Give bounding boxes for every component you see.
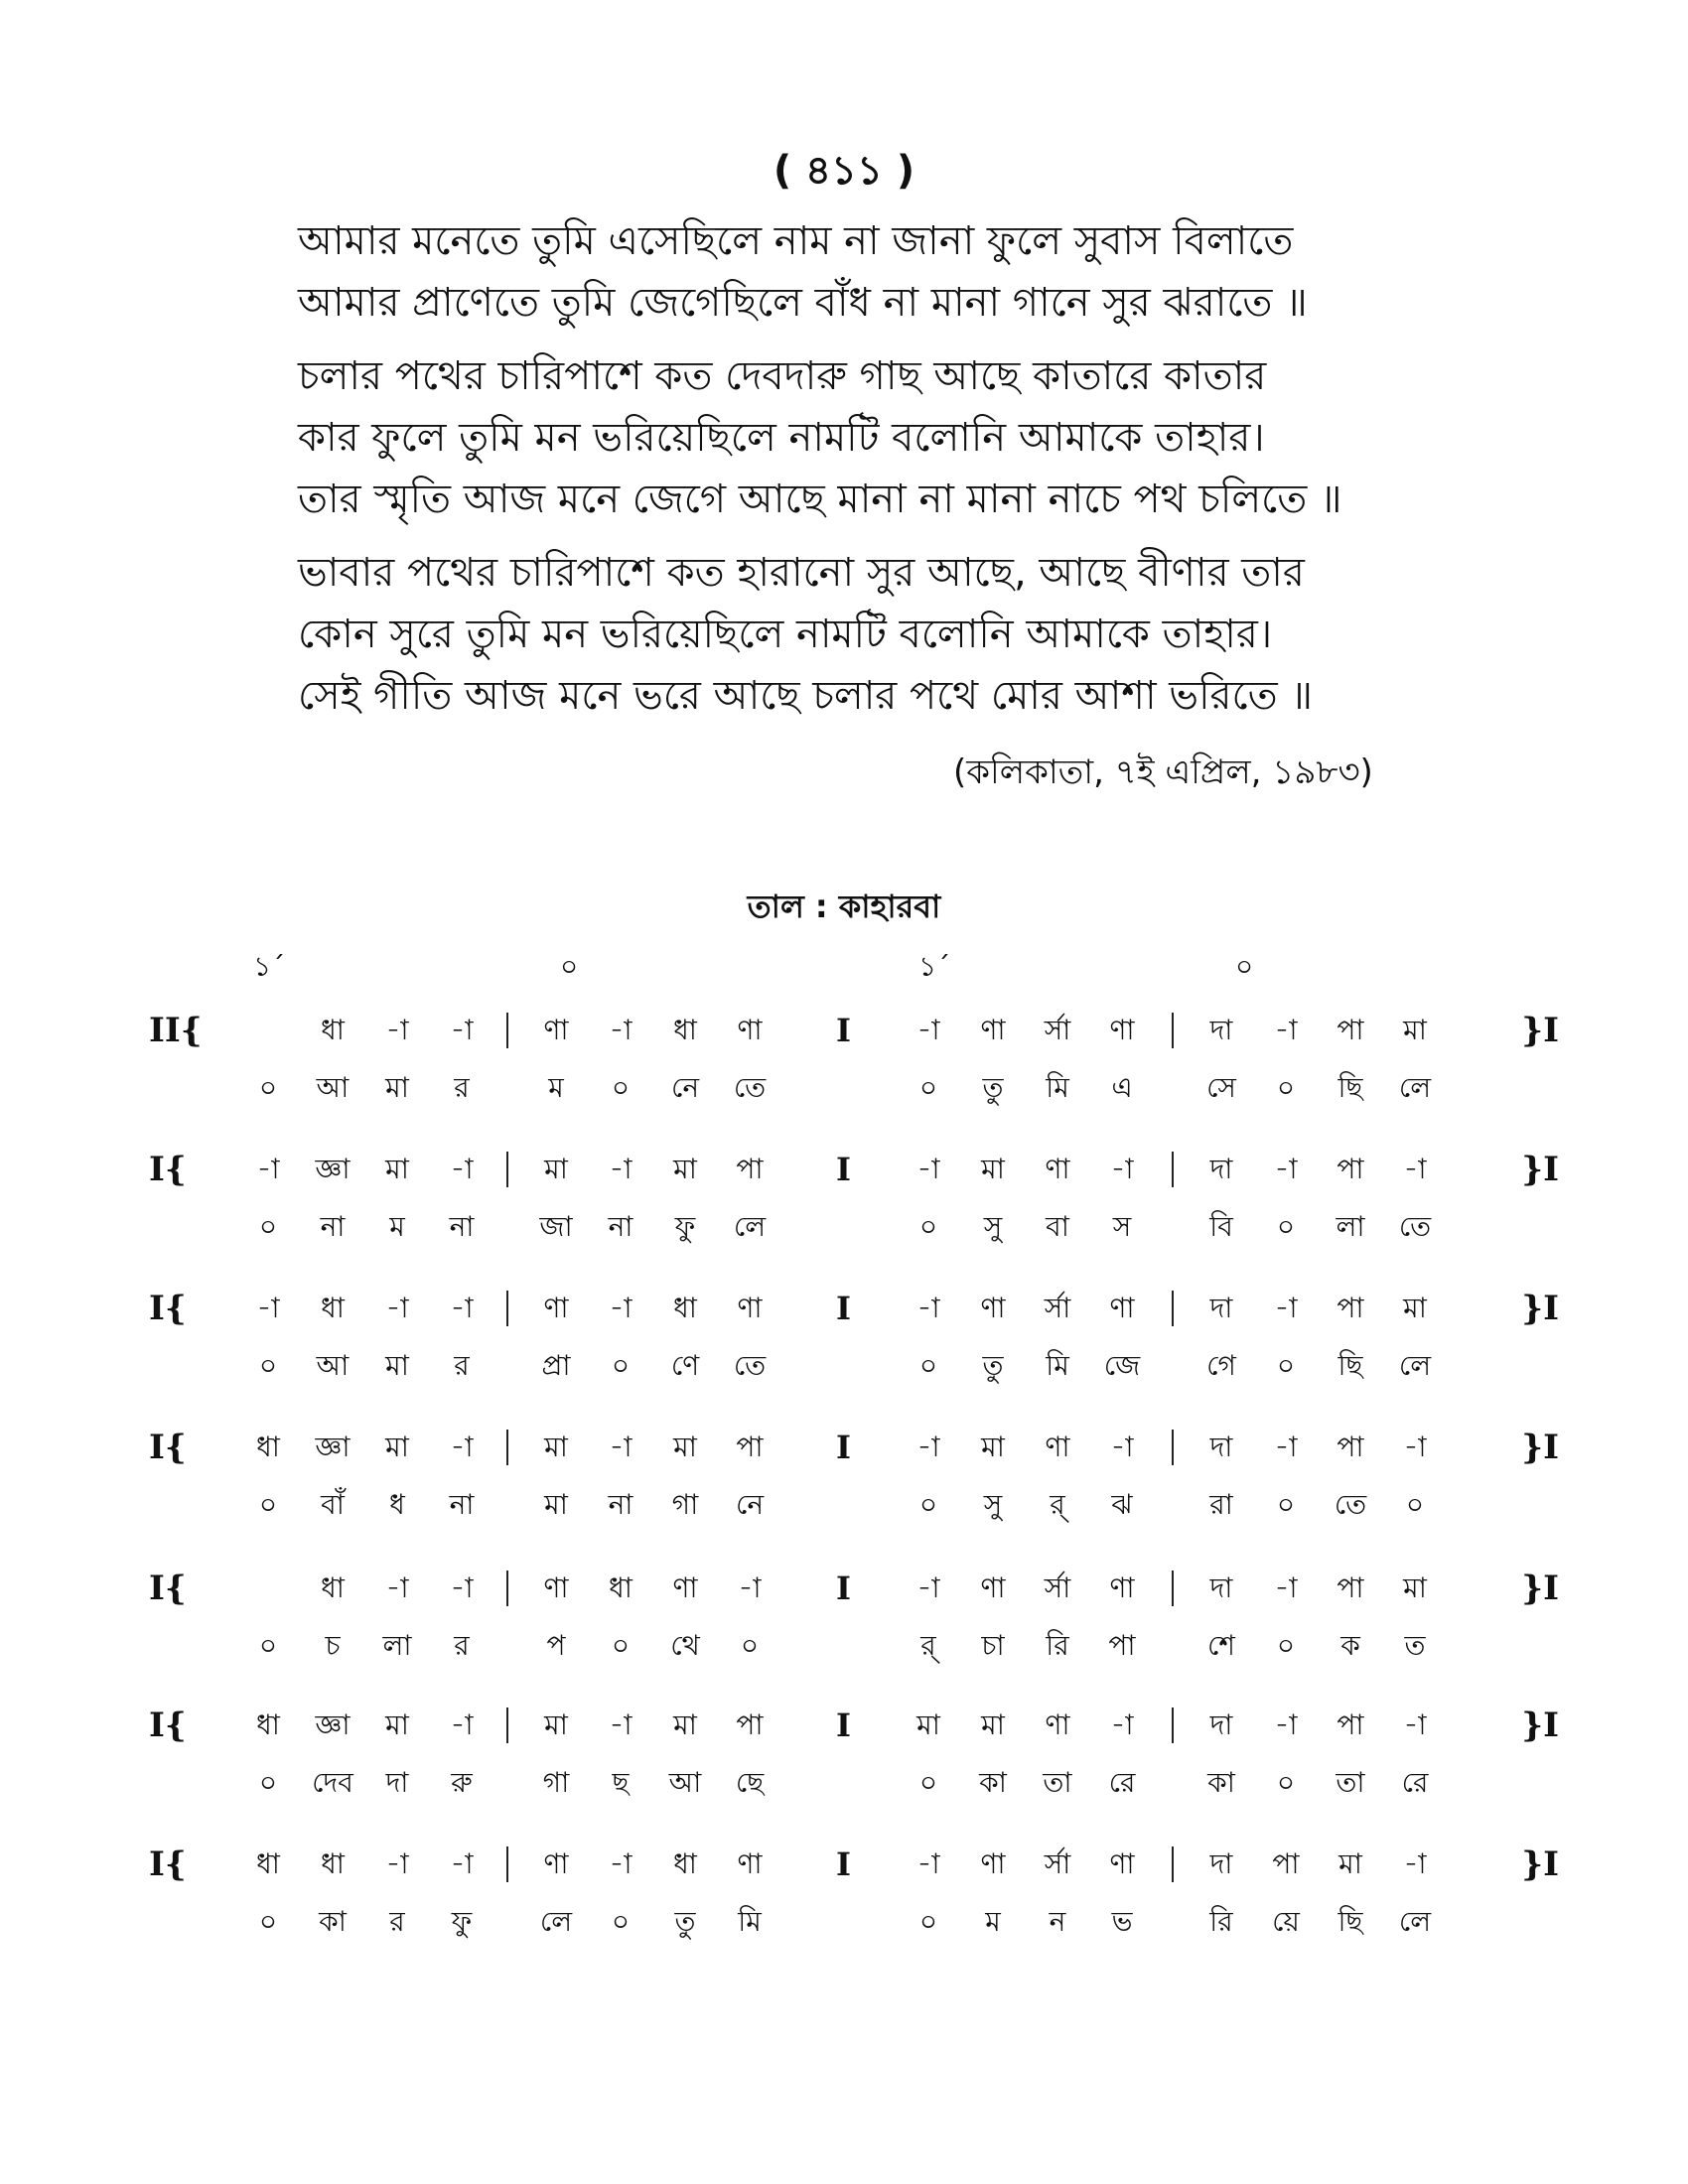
verse-line: আমার প্রাণেতে তুমি জেগেছিলে বাঁধ না মানা গানে সুর ঝরাতে ॥: [298, 280, 1308, 326]
lyric-syllable: আ: [316, 1071, 350, 1104]
swara-note: মা: [981, 1153, 1005, 1185]
swara-note: -া: [450, 1292, 474, 1324]
lyric-syllable: তে: [1334, 1488, 1367, 1521]
measure-divider: I: [836, 1570, 851, 1607]
lyric-syllable: র: [454, 1071, 470, 1104]
page-number: ( ৪১১ ): [773, 148, 915, 194]
verse-line: আমার মনেতে তুমি এসেছিলে নাম না জানা ফুলে সুবাস বিলাতে: [298, 218, 1294, 264]
lyric-syllable: র: [454, 1629, 470, 1662]
swara-note: -া: [450, 1431, 474, 1463]
lyric-syllable: ছি: [1337, 1071, 1363, 1104]
division-bar: [506, 1846, 508, 1882]
swara-note: ণা: [1045, 1708, 1070, 1741]
lyric-syllable: না: [449, 1488, 475, 1521]
swara-note: ধা: [673, 1014, 697, 1046]
lyric-syllable: ঝ: [1111, 1488, 1133, 1521]
swara-note: -া: [1403, 1431, 1427, 1463]
swara-note: পা: [736, 1431, 764, 1463]
swara-note: -া: [1110, 1431, 1134, 1463]
lyric-syllable: স: [1112, 1210, 1132, 1243]
lyric-syllable: ছি: [1337, 1349, 1363, 1382]
lyric-syllable: না: [320, 1210, 346, 1243]
lyric-syllable: ০: [1405, 1488, 1425, 1521]
lyric-syllable: র্: [1050, 1488, 1065, 1521]
swara-note: -া: [450, 1847, 474, 1880]
lyric-syllable: র: [454, 1349, 470, 1382]
swara-note: -া: [1274, 1014, 1298, 1046]
swara-note: ধা: [256, 1431, 280, 1463]
lyric-syllable: রু: [451, 1766, 473, 1799]
lyric-syllable: ০: [918, 1488, 938, 1521]
lyric-syllable: সু: [983, 1488, 1003, 1521]
taal-title: তাল : কাহারবা: [747, 887, 941, 925]
stanza-2: [298, 345, 1470, 530]
lyric-syllable: ০: [258, 1210, 278, 1243]
lyric-syllable: লে: [1398, 1349, 1432, 1382]
lyric-syllable: বাঁ: [321, 1488, 345, 1521]
bar-line-close: }I: [1521, 1289, 1559, 1328]
swara-note: পা: [736, 1708, 764, 1741]
lyric-syllable: রে: [1401, 1766, 1429, 1799]
lyric-syllable: না: [608, 1210, 633, 1243]
swara-note: মা: [385, 1153, 409, 1185]
lyric-syllable: না: [608, 1488, 633, 1521]
lyric-syllable: তে: [1398, 1210, 1432, 1243]
lyric-syllable: ০: [1276, 1766, 1296, 1799]
measure-divider: I: [836, 1151, 851, 1188]
measure-divider: I: [836, 1845, 851, 1883]
lyric-syllable: প: [546, 1629, 566, 1662]
lyric-syllable: ০: [611, 1349, 631, 1382]
lyric-syllable: এ: [1111, 1071, 1133, 1104]
swara-note: ণা: [980, 1571, 1006, 1604]
lyric-syllable: মি: [738, 1905, 762, 1938]
division-bar: [1172, 1570, 1174, 1606]
stanza-3: [298, 542, 1470, 727]
swara-note: -া: [609, 1847, 633, 1880]
verse-line: চলার পথের চারিপাশে কত দেবদারু গাছ আছে কাতারে কাতার: [298, 353, 1267, 399]
measure-divider: I: [836, 1012, 851, 1049]
lyric-syllable: তু: [674, 1905, 696, 1938]
swara-note: -া: [916, 1014, 940, 1046]
swara-note: ণা: [737, 1847, 763, 1880]
lyric-syllable: বা: [1046, 1210, 1069, 1243]
lyric-syllable: ০: [740, 1629, 760, 1662]
lyric-syllable: ০: [1276, 1349, 1296, 1382]
lyric-syllable: আ: [316, 1349, 350, 1382]
division-bar: [1172, 1430, 1174, 1465]
division-bar: [506, 1013, 508, 1048]
lyric-syllable: তে: [733, 1071, 767, 1104]
bar-line-open: II{: [149, 1011, 203, 1050]
swara-note: ধা: [321, 1292, 345, 1324]
swara-note: -া: [385, 1292, 409, 1324]
swara-note: মা: [544, 1431, 568, 1463]
swara-note: -া: [256, 1153, 280, 1185]
swara-note: মা: [544, 1153, 568, 1185]
swara-note: ধা: [256, 1708, 280, 1741]
swara-note: ণা: [543, 1014, 569, 1046]
lyric-syllable: শে: [1207, 1629, 1235, 1662]
swara-note: -া: [1274, 1571, 1298, 1604]
swara-note: দা: [1209, 1014, 1233, 1046]
lyric-syllable: ম: [985, 1905, 1001, 1938]
lyric-syllable: ০: [611, 1071, 631, 1104]
swara-note: ণা: [543, 1571, 569, 1604]
lyric-syllable: ০: [611, 1629, 631, 1662]
swara-note: পা: [1336, 1292, 1364, 1324]
swara-note: জ্ঞা: [315, 1431, 351, 1463]
lyric-syllable: লে: [1398, 1905, 1432, 1938]
swara-note: র্সা: [1044, 1292, 1071, 1324]
swara-note: মা: [385, 1708, 409, 1741]
bar-line-open: I{: [149, 1706, 187, 1745]
swara-note: ণা: [1109, 1014, 1135, 1046]
swara-note: ণা: [1109, 1847, 1135, 1880]
notation-row: [149, 1150, 1559, 1279]
swara-note: -া: [450, 1708, 474, 1741]
division-bar: [1172, 1846, 1174, 1882]
lyric-syllable: মা: [385, 1071, 409, 1104]
division-bar: [506, 1707, 508, 1743]
swara-note: ধা: [256, 1847, 280, 1880]
swara-note: দা: [1209, 1292, 1233, 1324]
swara-note: ধা: [673, 1292, 697, 1324]
lyric-syllable: ম: [548, 1071, 564, 1104]
lyric-syllable: ক: [1340, 1629, 1360, 1662]
swara-note: পা: [1336, 1708, 1364, 1741]
swara-note: মা: [1338, 1847, 1362, 1880]
swara-note: -া: [450, 1153, 474, 1185]
verse-line: ভাবার পথের চারিপাশে কত হারানো সুর আছে, আছে বীণার তার: [298, 550, 1305, 596]
lyric-syllable: সে: [1206, 1071, 1236, 1104]
bar-line-close: }I: [1521, 1844, 1559, 1884]
notation-row: [149, 1011, 1559, 1140]
lyric-syllable: ০: [258, 1071, 278, 1104]
swara-note: -া: [609, 1292, 633, 1324]
notation-row: [149, 1569, 1559, 1698]
swara-note: দা: [1209, 1571, 1233, 1604]
lyric-syllable: তে: [733, 1349, 767, 1382]
lyric-syllable: লে: [733, 1210, 767, 1243]
swara-note: মা: [544, 1708, 568, 1741]
swara-note: পা: [1336, 1431, 1364, 1463]
lyric-syllable: কা: [319, 1905, 347, 1938]
lyric-syllable: ০: [918, 1766, 938, 1799]
bar-line-close: }I: [1521, 1706, 1559, 1745]
bar-line-close: }I: [1521, 1428, 1559, 1467]
swara-note: -া: [256, 1292, 280, 1324]
swara-note: ধা: [321, 1014, 345, 1046]
swara-note: দা: [1209, 1153, 1233, 1185]
lyric-syllable: র: [389, 1905, 405, 1938]
swara-note: দা: [1209, 1847, 1233, 1880]
lyric-syllable: রি: [1209, 1905, 1233, 1938]
swara-note: -া: [385, 1847, 409, 1880]
swara-note: মা: [673, 1153, 697, 1185]
division-bar: [1172, 1013, 1174, 1048]
measure-divider: I: [836, 1290, 851, 1327]
lyric-syllable: ০: [611, 1905, 631, 1938]
lyric-syllable: ০: [918, 1349, 938, 1382]
swara-note: পা: [1336, 1571, 1364, 1604]
notation-row: [149, 1706, 1559, 1835]
signature-place-date: (কলিকাতা, ৭ই এপ্রিল, ১৯৮৩): [953, 752, 1373, 792]
swara-note: [238, 1569, 298, 1608]
lyric-syllable: ০: [258, 1905, 278, 1938]
swara-note: দা: [1209, 1708, 1233, 1741]
swara-note: মা: [673, 1431, 697, 1463]
swara-note: ণা: [737, 1292, 763, 1324]
swara-note: মা: [1403, 1292, 1427, 1324]
swara-note: -া: [1110, 1153, 1134, 1185]
swara-note: ণা: [543, 1292, 569, 1324]
lyric-syllable: ০: [258, 1349, 278, 1382]
lyric-syllable: মা: [385, 1349, 409, 1382]
beat-marker: ০: [1235, 950, 1254, 983]
swara-note: মা: [981, 1708, 1005, 1741]
swara-note: পা: [736, 1153, 764, 1185]
lyric-syllable: ছ: [612, 1766, 630, 1799]
division-bar: [506, 1430, 508, 1465]
lyric-syllable: গা: [542, 1766, 570, 1799]
swara-note: ধা: [673, 1847, 697, 1880]
swara-note: জ্ঞা: [315, 1153, 351, 1185]
swara-note: পা: [1272, 1847, 1300, 1880]
swara-note: ণা: [980, 1292, 1006, 1324]
lyric-syllable: কা: [979, 1766, 1007, 1799]
verse-line: কোন সুরে তুমি মন ভরিয়েছিলে নামটি বলোনি আমাকে তাহার।: [298, 612, 1273, 657]
lyric-syllable: সু: [983, 1210, 1003, 1243]
lyric-syllable: তা: [1336, 1766, 1365, 1799]
lyric-syllable: লে: [539, 1905, 573, 1938]
swara-note: -া: [1110, 1708, 1134, 1741]
lyric-syllable: লে: [1398, 1071, 1432, 1104]
lyric-syllable: রে: [1108, 1766, 1136, 1799]
lyric-syllable: ০: [918, 1905, 938, 1938]
swara-note: ণা: [1045, 1153, 1070, 1185]
swara-note: -া: [609, 1431, 633, 1463]
swara-note: -া: [916, 1292, 940, 1324]
swara-note: -া: [609, 1153, 633, 1185]
lyric-syllable: মি: [1046, 1349, 1069, 1382]
lyric-syllable: ফু: [451, 1905, 473, 1938]
lyric-syllable: তু: [982, 1349, 1004, 1382]
swara-note: -া: [450, 1571, 474, 1604]
lyric-syllable: ছি: [1337, 1905, 1363, 1938]
swara-note: মা: [916, 1708, 940, 1741]
lyric-syllable: ধ: [389, 1488, 405, 1521]
lyric-syllable: তা: [1043, 1766, 1072, 1799]
swara-note: পা: [1336, 1014, 1364, 1046]
swara-note: ধা: [321, 1571, 345, 1604]
swara-note: র্সা: [1044, 1847, 1071, 1880]
swara-note: মা: [1403, 1571, 1427, 1604]
swara-note: -া: [1274, 1431, 1298, 1463]
swara-note: -া: [1403, 1153, 1427, 1185]
lyric-syllable: ০: [1276, 1629, 1296, 1662]
verse-line: তার স্মৃতি আজ মনে জেগে আছে মানা না মানা নাচে পথ চলিতে ॥: [298, 477, 1342, 522]
bar-line-close: }I: [1521, 1150, 1559, 1189]
lyric-syllable: প্রা: [541, 1349, 571, 1382]
swara-note: -া: [609, 1708, 633, 1741]
lyric-syllable: গে: [1206, 1349, 1236, 1382]
swara-note: [238, 1011, 298, 1050]
lyric-syllable: চ: [325, 1629, 341, 1662]
measure-divider: I: [836, 1429, 851, 1466]
beat-marker: ১´: [918, 950, 951, 983]
stanza-1: [298, 210, 1470, 334]
lyric-syllable: ০: [918, 1210, 938, 1243]
swara-note: -া: [1274, 1708, 1298, 1741]
notation-row: [149, 1289, 1559, 1418]
bar-line-open: I{: [149, 1844, 187, 1884]
division-bar: [506, 1152, 508, 1187]
division-bar: [506, 1570, 508, 1606]
bar-line-open: I{: [149, 1150, 187, 1189]
swara-note: -া: [1274, 1292, 1298, 1324]
division-bar: [1172, 1152, 1174, 1187]
swara-note: ণা: [672, 1571, 698, 1604]
lyric-syllable: র্: [920, 1629, 936, 1662]
swara-note: ণা: [1109, 1292, 1135, 1324]
lyric-syllable: ০: [918, 1071, 938, 1104]
lyric-syllable: ম: [389, 1210, 405, 1243]
swara-note: -া: [916, 1153, 940, 1185]
verse-line: সেই গীতি আজ মনে ভরে আছে চলার পথে মোর আশা ভরিতে ॥: [298, 673, 1313, 719]
swara-note: ধা: [609, 1571, 633, 1604]
lyric-syllable: আ: [668, 1766, 702, 1799]
verse-line: কার ফুলে তুমি মন ভরিয়েছিলে নামটি বলোনি আমাকে তাহার।: [298, 415, 1265, 461]
lyric-syllable: ০: [1276, 1488, 1296, 1521]
swara-note: মা: [673, 1708, 697, 1741]
swara-note: ধা: [321, 1847, 345, 1880]
swara-note: -া: [1274, 1153, 1298, 1185]
swara-note: -া: [1403, 1847, 1427, 1880]
lyric-syllable: ০: [1276, 1210, 1296, 1243]
swara-note: র্সা: [1044, 1014, 1071, 1046]
notation-row: [149, 1844, 1559, 1974]
lyric-syllable: থে: [670, 1629, 700, 1662]
lyric-syllable: ফু: [674, 1210, 696, 1243]
lyric-syllable: জে: [1103, 1349, 1141, 1382]
division-bar: [1172, 1707, 1174, 1743]
swara-note: মা: [1403, 1014, 1427, 1046]
lyric-syllable: তু: [982, 1071, 1004, 1104]
swara-note: -া: [450, 1014, 474, 1046]
lyric-syllable: বি: [1209, 1210, 1233, 1243]
swara-note: ণা: [980, 1014, 1006, 1046]
bar-line-open: I{: [149, 1289, 187, 1328]
lyric-syllable: দেব: [312, 1766, 353, 1799]
lyric-syllable: লা: [1336, 1210, 1365, 1243]
notation-row: [149, 1428, 1559, 1557]
swara-note: পা: [1336, 1153, 1364, 1185]
division-bar: [506, 1291, 508, 1326]
bar-line-close: }I: [1521, 1569, 1559, 1608]
lyric-syllable: য়ে: [1272, 1905, 1300, 1938]
lyric-syllable: ন: [1049, 1905, 1066, 1938]
bar-line-open: I{: [149, 1569, 187, 1608]
lyric-syllable: চা: [981, 1629, 1005, 1662]
swara-note: ণা: [980, 1847, 1006, 1880]
beat-marker: ১´: [253, 950, 286, 983]
swara-note: মা: [385, 1431, 409, 1463]
swara-note: -া: [385, 1571, 409, 1604]
lyric-syllable: ০: [258, 1766, 278, 1799]
swara-note: -া: [916, 1571, 940, 1604]
lyric-syllable: নে: [670, 1071, 700, 1104]
swara-note: ণা: [543, 1847, 569, 1880]
swara-note: -া: [916, 1431, 940, 1463]
swara-note: র্সা: [1044, 1571, 1071, 1604]
lyric-syllable: গা: [671, 1488, 699, 1521]
bar-line-close: }I: [1521, 1011, 1559, 1050]
lyric-syllable: পা: [1108, 1629, 1136, 1662]
division-bar: [1172, 1291, 1174, 1326]
swara-note: দা: [1209, 1431, 1233, 1463]
lyric-syllable: ভ: [1111, 1905, 1133, 1938]
lyric-syllable: রা: [1209, 1488, 1233, 1521]
swara-note: ণা: [1109, 1571, 1135, 1604]
lyric-syllable: ণে: [670, 1349, 700, 1382]
lyric-syllable: মা: [544, 1488, 568, 1521]
lyric-syllable: ০: [258, 1488, 278, 1521]
lyric-syllable: জা: [539, 1210, 573, 1243]
beat-marker: ০: [560, 950, 579, 983]
bar-line-open: I{: [149, 1428, 187, 1467]
swara-note: জ্ঞা: [315, 1708, 351, 1741]
lyric-syllable: কা: [1207, 1766, 1235, 1799]
swara-note: -া: [1403, 1708, 1427, 1741]
swara-note: -া: [916, 1847, 940, 1880]
lyric-syllable: ০: [1276, 1071, 1296, 1104]
lyric-syllable: ছে: [735, 1766, 765, 1799]
lyric-syllable: নে: [735, 1488, 765, 1521]
lyric-syllable: দা: [385, 1766, 409, 1799]
swara-note: মা: [981, 1431, 1005, 1463]
swara-note: -া: [385, 1014, 409, 1046]
swara-note: ণা: [1045, 1431, 1070, 1463]
lyric-syllable: ত: [1404, 1629, 1426, 1662]
lyric-syllable: রি: [1046, 1629, 1069, 1662]
lyric-syllable: ০: [258, 1629, 278, 1662]
lyric-syllable: মি: [1046, 1071, 1069, 1104]
measure-divider: I: [836, 1706, 851, 1744]
swara-note: -া: [609, 1014, 633, 1046]
swara-note: -া: [738, 1571, 762, 1604]
swara-note: ণা: [737, 1014, 763, 1046]
lyric-syllable: লা: [382, 1629, 412, 1662]
lyric-syllable: না: [449, 1210, 475, 1243]
